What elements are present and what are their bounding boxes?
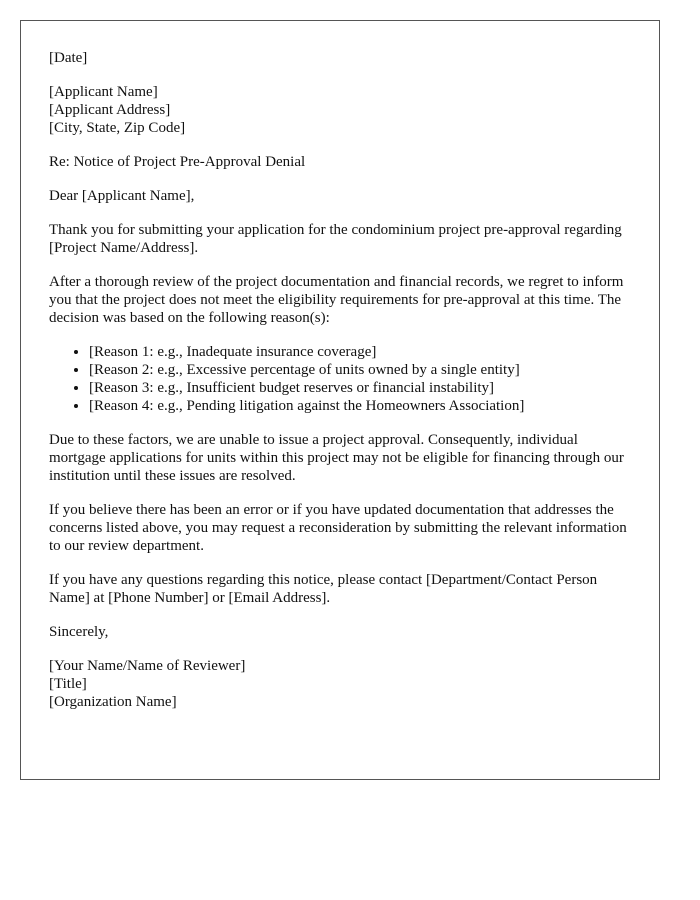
signature-block bbox=[49, 657, 633, 711]
recipient-name: [Applicant Name] bbox=[49, 84, 158, 100]
signature-title: [Title] bbox=[49, 676, 87, 692]
letter-paragraph-contact: If you have any questions regarding this notice, please contact [Department/Contact Person Name] at [Phone Number] or [Email Address]. bbox=[49, 572, 598, 606]
letter-paragraph-intro: Thank you for submitting your application for the condominium project pre-approval regarding [Project Name/Address]. bbox=[49, 222, 622, 256]
letter-paragraph-consequence: Due to these factors, we are unable to issue a project approval. Consequently, individual mortgage applications for units within this project may not be eligible for financing through our institution until these issues are resolved. bbox=[49, 432, 624, 484]
reason-item: • [Reason 2: e.g., Excessive percentage of units owned by a single entity] bbox=[89, 361, 633, 379]
reason-item: • [Reason 1: e.g., Inadequate insurance coverage] bbox=[89, 343, 633, 361]
signature-organization: [Organization Name] bbox=[49, 694, 177, 710]
letter-date: [Date] bbox=[49, 50, 88, 66]
reason-item: • [Reason 3: e.g., Insufficient budget reserves or financial instability] bbox=[89, 379, 633, 397]
reasons-list bbox=[49, 343, 633, 415]
recipient-city-state-zip: [City, State, Zip Code] bbox=[49, 120, 186, 136]
letter-page bbox=[20, 20, 660, 780]
recipient-address: [Applicant Address] bbox=[49, 102, 171, 118]
letter-body bbox=[49, 49, 633, 727]
reason-item: • [Reason 4: e.g., Pending litigation against the Homeowners Association] bbox=[89, 397, 633, 415]
signature-name: [Your Name/Name of Reviewer] bbox=[49, 658, 246, 674]
letter-paragraph-review: After a thorough review of the project documentation and financial records, we regret to inform you that the project does not meet the eligibility requirements for pre-approval at this time. The decision was based on the following reason(s): bbox=[49, 274, 624, 326]
letter-subject: Re: Notice of Project Pre-Approval Denial bbox=[49, 154, 306, 170]
recipient-block bbox=[49, 83, 633, 137]
letter-paragraph-reconsideration: If you believe there has been an error or if you have updated documentation that addresses the concerns listed above, you may request a reconsideration by submitting the relevant information to our review department. bbox=[49, 502, 627, 554]
letter-closing: Sincerely, bbox=[49, 624, 109, 640]
letter-salutation: Dear [Applicant Name], bbox=[49, 188, 195, 204]
